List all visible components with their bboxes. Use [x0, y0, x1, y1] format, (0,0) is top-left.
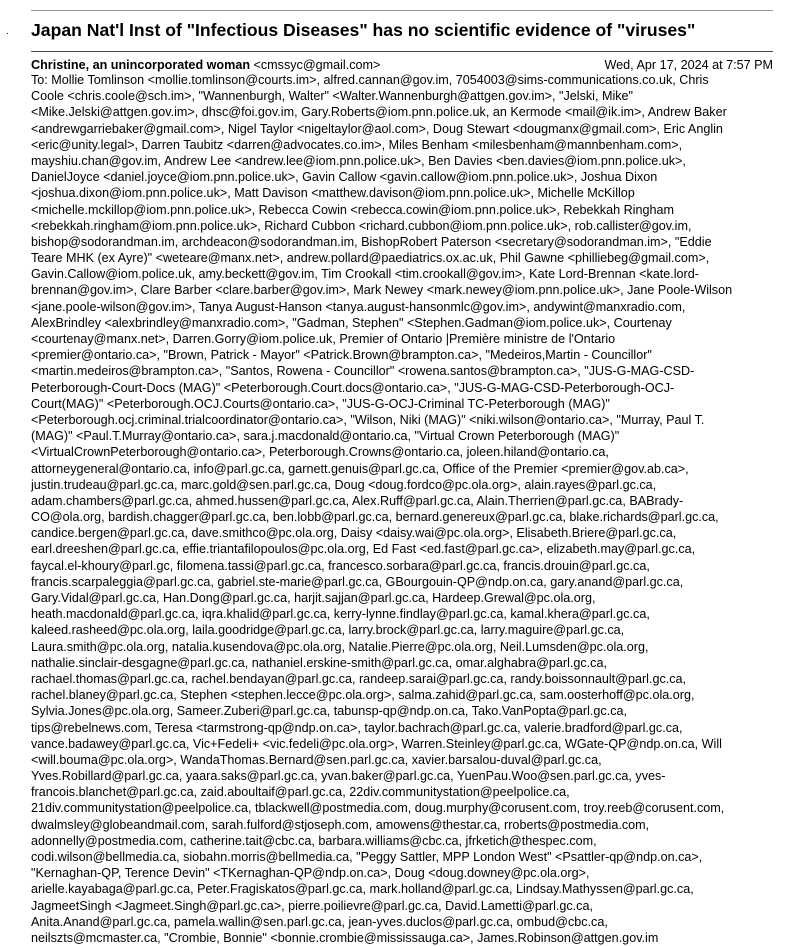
recipients-line: vance.badawey@parl.gc.ca, Vic+Fedeli+ <vic.fedeli@pc.ola.org>, Warren.Steinley@parl.gc.ca, WGate-QP@ndp.on.ca, Will — [31, 736, 722, 751]
recipients-line: <martin.medeiros@brampton.ca>, "Santos, Rowena - Councillor" <rowena.santos@brampton.ca>, "JUS-G-MAG-CSD- — [31, 364, 695, 379]
sender-name: Christine, an unincorporated woman — [31, 58, 251, 72]
recipients-line: Coole <chris.coole@sch.im>, "Wannenburgh, Walter" <Walter.Wannenburgh@attgen.gov.im>, "Jelski, Mike" — [31, 89, 634, 104]
recipients-line: Teare MHK (ex Ayre)" <weteare@manx.net>, andrew.pollard@paediatrics.ox.ac.uk, Phil Gawne <philliebeg@gmail.com>, — [31, 251, 710, 266]
recipients-line: <VirtualCrownPeterborough@ontario.ca>, Peterborough.Crowns@ontario.ca, joleen.hiland@ontario.ca, — [31, 445, 609, 460]
recipients-line: Anita.Anand@parl.gc.ca, pamela.wallin@sen.parl.gc.ca, jean-yves.duclos@parl.gc.ca, ombud@cbc.ca, — [31, 914, 608, 929]
top-divider — [31, 10, 773, 11]
recipients-line: arielle.kayabaga@parl.gc.ca, Peter.Fragiskatos@parl.gc.ca, mark.holland@parl.gc.ca, Lindsay.Mathyssen@parl.gc.ca, — [31, 882, 694, 897]
recipients-line: heath.macdonald@parl.gc.ca, iqra.khalid@parl.gc.ca, kerry-lynne.findlay@parl.gc.ca, kamal.khera@parl.gc.ca, — [31, 607, 650, 622]
recipients-line: CO@ola.org, bardish.chagger@parl.gc.ca, ben.lobb@parl.gc.ca, bernard.genereux@parl.gc.ca, blake.richards@parl.gc.ca, — [31, 510, 719, 525]
recipients-line: dwalmsley@globeandmail.com, sarah.fulford@stjoseph.com, amowens@thestar.ca, rroberts@postmedia.com, — [31, 817, 650, 832]
recipients-line: attorneygeneral@ontario.ca, info@parl.gc.ca, garnett.genuis@parl.gc.ca, Office of the Premier <premier@gov.ab.ca>, — [31, 461, 689, 476]
recipients-line: earl.dreeshen@parl.gc.ca, effie.triantafilopoulos@pc.ola.org, Ed Fast <ed.fast@parl.gc.ca>, elizabeth.may@parl.gc.ca, — [31, 542, 696, 557]
recipients-line: Sylvia.Jones@pc.ola.org, Sameer.Zuberi@parl.gc.ca, tabunsp-qp@ndp.on.ca, Tako.VanPopta@parl.gc.ca, — [31, 704, 628, 719]
recipients-line: (MAG)" <Paul.T.Murray@ontario.ca>, sara.j.macdonald@ontario.ca, "Virtual Crown Peterborough (MAG)" — [31, 429, 620, 444]
recipients-line: "Kernaghan-QP, Terence Devin" <TKernaghan-QP@ndp.on.ca>, Doug <doug.downey@pc.ola.org>, — [31, 866, 590, 881]
recipients-line: 21div.communitystation@peelpolice.ca, tblackwell@postmedia.com, doug.murphy@corusent.com, troy.reeb@corusent.com, — [31, 801, 725, 816]
recipients-line: To: Mollie Tomlinson <mollie.tomlinson@courts.im>, alfred.cannan@gov.im, 7054003@sims-communications.co.uk, Chris — [31, 73, 709, 87]
recipients-line: <rebekkah.ringham@iom.pnn.police.uk>, Richard Cubbon <richard.cubbon@iom.pnn.police.uk>, rob.callister@gov.im, — [31, 218, 692, 233]
recipients-line: Yves.Robillard@parl.gc.ca, yaara.saks@parl.gc.ca, yvan.baker@parl.gc.ca, YuenPau.Woo@sen.parl.gc.ca, yves- — [31, 769, 666, 784]
recipients-line: JagmeetSingh <Jagmeet.Singh@parl.gc.ca>, pierre.poilievre@parl.gc.ca, David.Lametti@parl.gc.ca, — [31, 898, 593, 913]
recipients-line: Laura.smith@pc.ola.org, natalia.kusendova@pc.ola.org, Natalie.Pierre@pc.ola.org, Neil.Lumsden@pc.ola.org, — [31, 639, 649, 654]
recipients-line: nathalie.sinclair-desgagne@parl.gc.ca, nathaniel.erskine-smith@parl.gc.ca, omar.alghabra@parl.gc.ca, — [31, 655, 607, 670]
recipients-line: <premier@ontario.ca>, "Brown, Patrick - Mayor" <Patrick.Brown@brampton.ca>, "Medeiros,Martin - Councillor" — [31, 348, 652, 363]
recipients-line: neilszts@mcmaster.ca, "Crombie, Bonnie" <bonnie.crombie@mississauga.ca>, James.Robinson@attgen.gov.im — [31, 930, 659, 945]
recipients-line: Gavin.Callow@iom.police.uk, amy.beckett@gov.im, Tim Crookall <tim.crookall@gov.im>, Kate Lord-Brennan <kate.lord- — [31, 267, 699, 282]
recipients-line: rachael.thomas@parl.gc.ca, rachel.bendayan@parl.gc.ca, randeep.sarai@parl.gc.ca, randy.boissonnault@parl.gc.ca, — [31, 671, 687, 686]
recipients-line: rachel.blaney@parl.gc.ca, Stephen <stephen.lecce@pc.ola.org>, salma.zahid@parl.gc.ca, sam.oosterhoff@pc.ola.org, — [31, 688, 695, 703]
recipients-line: faycal.el-khoury@parl.gc, filomena.tassi@parl.gc.ca, francesco.sorbara@parl.gc.ca, francis.drouin@parl.gc.ca, — [31, 558, 650, 573]
recipients-line: tips@rebelnews.com, Teresa <tarmstrong-qp@ndp.on.ca>, taylor.bachrach@parl.gc.ca, valerie.bradford@parl.gc.ca, — [31, 720, 683, 735]
email-subject: Japan Nat'l Inst of "Infectious Diseases" has no scientific evidence of "viruses" — [31, 20, 696, 40]
recipients-line: candice.bergen@parl.gc.ca, dave.smithco@pc.ola.org, Daisy <daisy.wai@pc.ola.org>, Elisabeth.Briere@parl.gc.ca, — [31, 526, 677, 541]
recipients-line: <courtenay@manx.net>, Darren.Gorry@iom.police.uk, Premier of Ontario |Première ministre de l'Ontario — [31, 332, 616, 346]
recipients-line: <joshua.dixon@iom.pnn.police.uk>, Matt Davison <matthew.davison@iom.pnn.police.uk>, Michelle McKillop — [31, 186, 635, 201]
recipients-line: brennan@gov.im>, Clare Barber <clare.barber@gov.im>, Mark Newey <mark.newey@iom.pnn.police.uk>, Jane Poole-Wilson — [31, 283, 733, 298]
sender-address: <cmssyc@gmail.com> — [253, 58, 381, 72]
recipients-line: adam.chambers@parl.gc.ca, ahmed.hussen@parl.gc.ca, Alex.Ruff@parl.gc.ca, Alain.Therrien@parl.gc.ca, BABrady- — [31, 493, 684, 508]
recipients-line: <andrewgarriebaker@gmail.com>, Nigel Taylor <nigeltaylor@aol.com>, Doug Stewart <dougmanx@gmail.com>, Eric Anglin — [31, 121, 723, 136]
recipients-line: Court(MAG)" <Peterborough.OCJ.Courts@ontario.ca>, "JUS-G-OCJ-Criminal TC-Peterborough (MAG)" — [31, 396, 610, 411]
email-date: Wed, Apr 17, 2024 at 7:57 PM — [604, 58, 773, 72]
recipients-line: adonnelly@postmedia.com, catherine.tait@cbc.ca, barbara.williams@cbc.ca, jfrketich@thespec.com, — [31, 833, 597, 848]
recipients-line: <michelle.mckillop@iom.pnn.police.uk>, Rebecca Cowin <rebecca.cowin@iom.pnn.police.uk>, Rebekkah Ringham — [31, 202, 674, 217]
recipients-line: kaleed.rasheed@pc.ola.org, laila.goodridge@parl.gc.ca, larry.brock@parl.gc.ca, larry.maguire@parl.gc.ca, — [31, 623, 625, 638]
recipients-line: <will.bouma@pc.ola.org>, WandaThomas.Bernard@sen.parl.gc.ca, xavier.barsalou-duval@parl.gc.ca, — [31, 752, 602, 767]
sender-line — [31, 57, 773, 73]
recipients-line: mayshiu.chan@gov.im, Andrew Lee <andrew.lee@iom.pnn.police.uk>, Ben Davies <ben.davies@iom.pnn.police.uk>, — [31, 153, 686, 168]
header-divider — [31, 51, 773, 52]
recipients-line: <Peterborough.ocj.criminal.trialcoordinator@ontario.ca>, "Wilson, Niki (MAG)" <niki.wilson@ontario.ca>, "Murray, Paul T. — [31, 412, 705, 427]
recipients-line: francis.scarpaleggia@parl.gc.ca, gabriel.ste-marie@parl.gc.ca, GBourgouin-QP@ndp.on.ca, gary.anand@parl.gc.ca, — [31, 574, 684, 589]
recipients-line: justin.trudeau@parl.gc.ca, marc.gold@sen.parl.gc.ca, Doug <doug.fordco@pc.ola.org>, alain.rayes@parl.gc.ca, — [31, 477, 657, 492]
recipients-line: codi.wilson@bellmedia.ca, siobahn.morris@bellmedia.ca, "Peggy Sattler, MPP London West" <Psattler-qp@ndp.on.ca>, — [31, 850, 703, 864]
recipients-line: Peterborough-Court-Docs (MAG)" <Peterborough.Court.docs@ontario.ca>, "JUS-G-MAG-CSD-Peterborough-OCJ- — [31, 380, 675, 395]
recipients-list — [31, 72, 773, 946]
recipients-line: <Mike.Jelski@attgen.gov.im>, dhsc@foi.gov.im, Gary.Roberts@iom.pnn.police.uk, an Kermode <mail@ik.im>, Andrew Baker — [31, 105, 727, 120]
recipients-line: bishop@sodorandman.im, archdeacon@sodorandman.im, BishopRobert Paterson <secretary@sodorandman.im>, "Eddie — [31, 234, 712, 249]
recipients-line: <jane.poole-wilson@gov.im>, Tanya August-Hanson <tanya.august-hansonmlc@gov.im>, andywint@manxradio.com, — [31, 299, 686, 314]
recipients-line: Gary.Vidal@parl.gc.ca, Han.Dong@parl.gc.ca, harjit.sajjan@parl.gc.ca, Hardeep.Grewal@pc.ola.org, — [31, 591, 596, 605]
recipients-line: AlexBrindley <alexbrindley@manxradio.com>, "Gadman, Stephen" <Stephen.Gadman@iom.police.uk>, Courtenay — [31, 315, 672, 330]
recipients-line: <eric@unity.legal>, Darren Taubitz <darren@advocates.co.im>, Miles Benham <milesbenham@mannbenham.com>, — [31, 137, 683, 152]
recipients-line: DanielJoyce <daniel.joyce@iom.pnn.police.uk>, Gavin Callow <gavin.callow@iom.pnn.police.uk>, Joshua Dixon — [31, 170, 658, 185]
recipients-line: francois.blanchet@parl.gc.ca, zaid.aboultaif@parl.gc.ca, 22div.communitystation@peelpolice.ca, — [31, 785, 570, 800]
stray-dot: . — [6, 26, 9, 37]
